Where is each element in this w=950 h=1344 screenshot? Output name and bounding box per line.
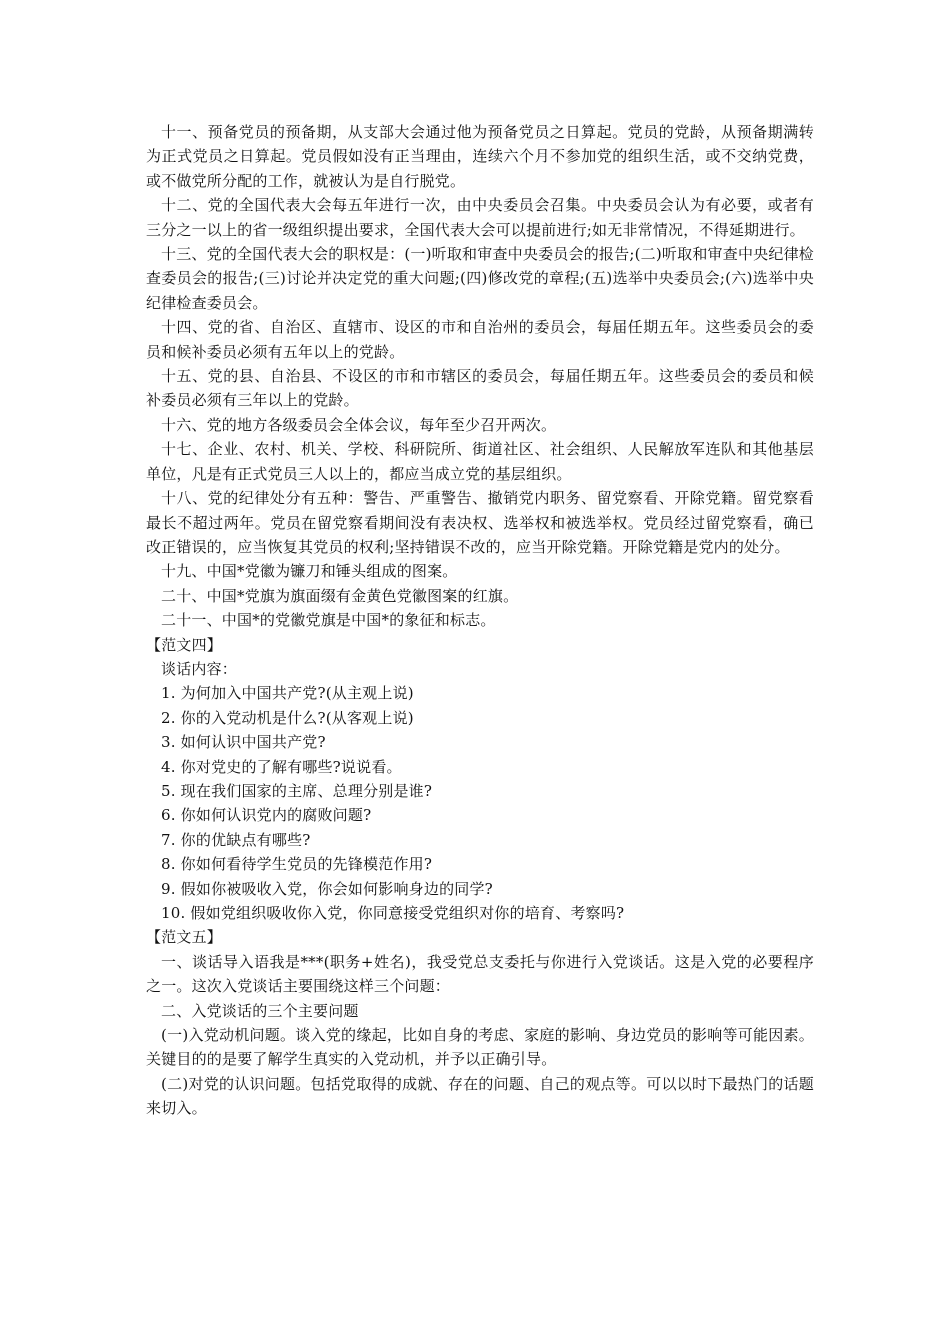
paragraph-20: 二十、中国*党旗为旗面缀有金黄色党徽图案的红旗。: [161, 586, 519, 605]
section5-paragraph: 一、谈话导入语我是***(职务+姓名)，我受党总支委托与你进行入党谈话。这是入党的必要程序之一。这次入党谈话主要围绕这样三个问题：: [146, 952, 814, 996]
paragraph-16: 十六、党的地方各级委员会全体会议，每年至少召开两次。: [161, 415, 557, 434]
list-item: 5. 现在我们国家的主席、总理分别是谁?: [161, 781, 433, 800]
list-item: 2. 你的入党动机是什么?(从客观上说): [161, 708, 414, 727]
paragraph-17: 十七、企业、农村、机关、学校、科研院所、街道社区、社会组织、人民解放军连队和其他基层单位，凡是有正式党员三人以上的，都应当成立党的基层组织。: [146, 440, 814, 483]
list-item: 1. 为何加入中国共产党?(从主观上说): [161, 684, 414, 703]
section4-intro: 谈话内容：: [161, 659, 238, 678]
list-item: 6. 你如何认识党内的腐败问题?: [161, 806, 372, 825]
paragraph-21: 二十一、中国*的党徽党旗是中国*的象征和标志。: [161, 611, 496, 630]
paragraph-13: 十三、党的全国代表大会的职权是：(一)听取和审查中央委员会的报告;(二)听取和审查中央纪律检查委员会的报告;(三)讨论并决定党的重大问题;(四)修改党的章程;(五)选举中央委员会;(六)选举中央纪律检查委员会。: [146, 245, 814, 312]
document-body: [146, 120, 814, 1121]
section-heading-4: 【范文四】: [146, 635, 223, 654]
paragraph-15: 十五、党的县、自治县、不设区的市和市辖区的委员会，每届任期五年。这些委员会的委员和候补委员必须有三年以上的党龄。: [146, 367, 814, 410]
list-item: 7. 你的优缺点有哪些?: [161, 830, 311, 849]
list-item: 3. 如何认识中国共产党?: [161, 733, 326, 752]
list-item: 8. 你如何看待学生党员的先锋模范作用?: [161, 855, 433, 874]
paragraph-14: 十四、党的省、自治区、直辖市、设区的市和自治州的委员会，每届任期五年。这些委员会的委员和候补委员必须有五年以上的党龄。: [146, 318, 814, 361]
list-item: 4. 你对党史的了解有哪些?说说看。: [161, 757, 402, 776]
section5-paragraph: 二、入党谈话的三个主要问题: [161, 1001, 359, 1020]
section-heading-5: 【范文五】: [146, 928, 223, 947]
section5-paragraph: (一)入党动机问题。谈入党的缘起，比如自身的考虑、家庭的影响、身边党员的影响等可能因素。关键目的的是要了解学生真实的入党动机，并予以正确引导。: [146, 1026, 814, 1069]
question-list: [146, 681, 814, 925]
paragraph-11: 十一、预备党员的预备期，从支部大会通过他为预备党员之日算起。党员的党龄，从预备期满转为正式党员之日算起。党员假如没有正当理由，连续六个月不参加党的组织生活，或不交纳党费，或不做党所分配的工作，就被认为是自行脱党。: [146, 123, 814, 190]
paragraph-12: 十二、党的全国代表大会每五年进行一次，由中央委员会召集。中央委员会认为有必要，或者有三分之一以上的省一级组织提出要求，全国代表大会可以提前进行;如无非常情况，不得延期进行。: [146, 196, 814, 239]
paragraph-19: 十九、中国*党徽为镰刀和锤头组成的图案。: [161, 562, 458, 581]
list-item: 10. 假如党组织吸收你入党，你同意接受党组织对你的培育、考察吗?: [161, 904, 625, 922]
paragraph-18: 十八、党的纪律处分有五种：警告、严重警告、撤销党内职务、留党察看、开除党籍。留党察看最长不超过两年。党员在留党察看期间没有表决权、选举权和被选举权。党员经过留党察看，确已改正错误的，应当恢复其党员的权利;坚持错误不改的，应当开除党籍。开除党籍是党内的处分。: [146, 489, 814, 556]
section5-paragraph: (二)对党的认识问题。包括党取得的成就、存在的问题、自己的观点等。可以以时下最热门的话题来切入。: [146, 1074, 814, 1118]
list-item: 9. 假如你被吸收入党，你会如何影响身边的同学?: [161, 879, 493, 898]
